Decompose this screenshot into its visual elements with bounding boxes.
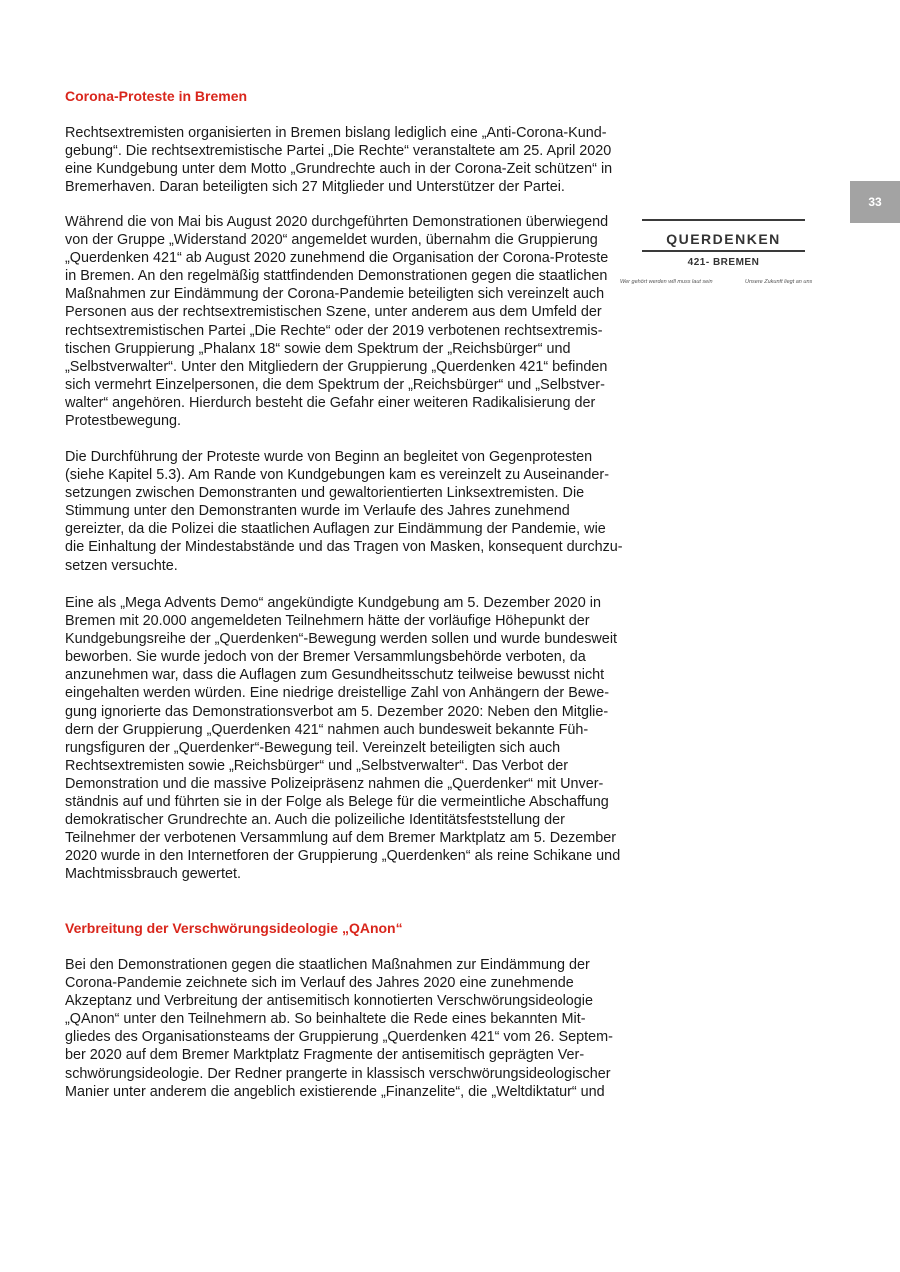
text-line: eingehalten werden würden. Eine niedrige dreistellige Zahl von Anhängern der Bewe-: [65, 685, 609, 702]
logo-middle-rule: [642, 250, 805, 252]
text-line: Rechtsextremisten organisierten in Bremen bislang lediglich eine „Anti-Corona-Kund-: [65, 125, 607, 141]
text-line: Machtmissbrauch gewertet.: [65, 866, 241, 883]
text-line: Die Durchführung der Proteste wurde von Beginn an begleitet von Gegenprotesten: [65, 449, 593, 465]
paragraph-4: [65, 594, 621, 884]
text-line: dern der Gruppierung „Querdenken 421“ nahmen auch bundesweit bekannte Füh-: [65, 721, 589, 738]
text-line: gliedes des Organisationsteams der Gruppierung „Querdenken 421“ vom 26. Septem-: [65, 1029, 613, 1046]
paragraph-2: [65, 213, 621, 430]
text-line: tischen Gruppierung „Phalanx 18“ sowie dem Spektrum der „Reichsbürger“ und: [65, 340, 571, 357]
text-line: demokratischer Grundrechte an. Auch die polizeiliche Identitätsfeststellung der: [65, 812, 565, 829]
text-line: Bei den Demonstrationen gegen die staatlichen Maßnahmen zur Eindämmung der: [65, 957, 590, 973]
querdenken-logo-image: [617, 212, 830, 292]
text-line: gebung“. Die rechtsextremistische Partei „Die Rechte“ veranstaltete am 25. April 2020: [65, 143, 612, 160]
text-line: sich vermehrt Einzelpersonen, die dem Spektrum der „Reichsbürger“ und „Selbstver-: [65, 376, 605, 393]
text-line: setzen versuchte.: [65, 557, 178, 574]
text-line: Teilnehmer der verbotenen Versammlung auf dem Bremer Marktplatz am 5. Dezember: [65, 830, 617, 847]
logo-top-rule: [642, 219, 805, 221]
text-line: Stimmung unter den Demonstranten wurde im Verlaufe des Jahres zunehmend: [65, 503, 570, 520]
section-heading-qanon: Verbreitung der Verschwörungsideologie „QAnon“: [65, 920, 403, 936]
page-number-tab: [850, 181, 900, 223]
text-line: Personen aus der rechtsextremistischen Szene, unter anderem aus dem Umfeld der: [65, 304, 602, 321]
text-line: eine Kundgebung unter dem Motto „Grundrechte auch in der Corona-Zeit schützen“ in: [65, 161, 613, 178]
text-line: walter“ angehören. Hierdurch besteht die Gefahr einer weiteren Radikalisierung der: [65, 394, 596, 411]
text-line: anzunehmen war, dass die Auflagen zum Gesundheitsschutz teilweise bewusst nicht: [65, 667, 605, 684]
text-line: Demonstration und die massive Polizeipräsenz nahmen die „Querdenker“ mit Unver-: [65, 775, 604, 792]
text-line: rungsfiguren der „Querdenker“-Bewegung teil. Vereinzelt beteiligten sich auch: [65, 739, 561, 756]
text-line: „Querdenken 421“ ab August 2020 zunehmend die Organisation der Corona-Proteste: [65, 250, 609, 267]
text-line: Maßnahmen zur Eindämmung der Corona-Pandemie beteiligten sich vereinzelt auch: [65, 286, 605, 303]
text-line: schwörungsideologie. Der Redner prangerte in klassisch verschwörungsideologischer: [65, 1065, 611, 1082]
text-line: Kundgebungsreihe der „Querdenken“-Bewegung werden sollen und wurde bundesweit: [65, 631, 618, 648]
text-line: Protestbewegung.: [65, 413, 182, 430]
text-line: „Selbstverwalter“. Unter den Mitgliedern der Gruppierung „Querdenken 421“ befinden: [65, 358, 608, 375]
text-line: Während die von Mai bis August 2020 durchgeführten Demonstrationen überwiegend: [65, 214, 609, 230]
text-line: ständnis auf und führten sie in der Folge als Belege für die vermeintliche Abschaffung: [65, 794, 609, 811]
section-heading-corona-protests: Corona-Proteste in Bremen: [65, 88, 248, 104]
page-number: 33: [868, 195, 882, 209]
text-line: in Bremen. An den regelmäßig stattfindenden Demonstrationen gegen die staatlichen: [65, 268, 608, 285]
paragraph-1: [65, 124, 621, 196]
text-line: Bremen mit 20.000 angemeldeten Teilnehmern hätte der vorläufige Höhepunkt der: [65, 613, 590, 630]
text-line: Eine als „Mega Advents Demo“ angekündigte Kundgebung am 5. Dezember 2020 in: [65, 595, 601, 611]
text-line: beworben. Sie wurde jedoch von der Bremer Versammlungsbehörde verboten, da: [65, 649, 586, 666]
paragraph-5: [65, 956, 621, 1101]
text-line: „QAnon“ unter den Teilnehmern ab. So beinhaltete die Rede eines bekannten Mit-: [65, 1011, 586, 1028]
logo-city: 421- BREMEN: [687, 257, 760, 268]
text-line: setzungen zwischen Demonstranten und gewaltorientierten Linksextremisten. Die: [65, 485, 585, 502]
text-line: 2020 wurde in den Internetforen der Gruppierung „Querdenken“ als reine Schikane und: [65, 848, 621, 865]
logo-slogan-left: Wer gehört werden will muss laut sein: [620, 279, 713, 285]
text-line: Manier unter anderem die angeblich existierende „Finanzelite“, die „Weltdiktatur“ und: [65, 1083, 605, 1100]
text-line: Bremerhaven. Daran beteiligten sich 27 Mitglieder und Unterstützer der Partei.: [65, 179, 565, 196]
logo-wordmark: QUERDENKEN: [666, 231, 781, 247]
text-line: von der Gruppe „Widerstand 2020“ angemeldet wurden, übernahm die Gruppierung: [65, 232, 598, 249]
text-line: rechtsextremistischen Partei „Die Rechte“ oder der 2019 verbotenen rechtsextremis-: [65, 322, 603, 339]
text-line: gereizter, da die Polizei die staatlichen Auflagen zur Eindämmung der Pandemie, wie: [65, 521, 606, 538]
logo-slogan-right: Unsere Zukunft liegt an uns: [745, 279, 813, 285]
text-line: die Einhaltung der Mindestabstände und das Tragen von Masken, konsequent durchzu-: [65, 539, 623, 556]
text-line: gung ignorierte das Demonstrationsverbot am 5. Dezember 2020: Neben den Mitglie-: [65, 703, 609, 720]
text-line: Akzeptanz und Verbreitung der antisemitisch konnotierten Verschwörungsideologie: [65, 993, 593, 1010]
text-line: ber 2020 auf dem Bremer Marktplatz Fragmente der antisemitisch geprägten Ver-: [65, 1047, 585, 1064]
text-line: Rechtsextremisten sowie „Reichsbürger“ und „Selbstverwalter“. Das Verbot der: [65, 757, 569, 774]
paragraph-3: [65, 448, 621, 575]
text-line: Corona-Pandemie zeichnete sich im Verlauf des Jahres 2020 eine zunehmende: [65, 975, 574, 992]
text-line: (siehe Kapitel 5.3). Am Rande von Kundgebungen kam es vereinzelt zu Auseinander-: [65, 467, 609, 484]
